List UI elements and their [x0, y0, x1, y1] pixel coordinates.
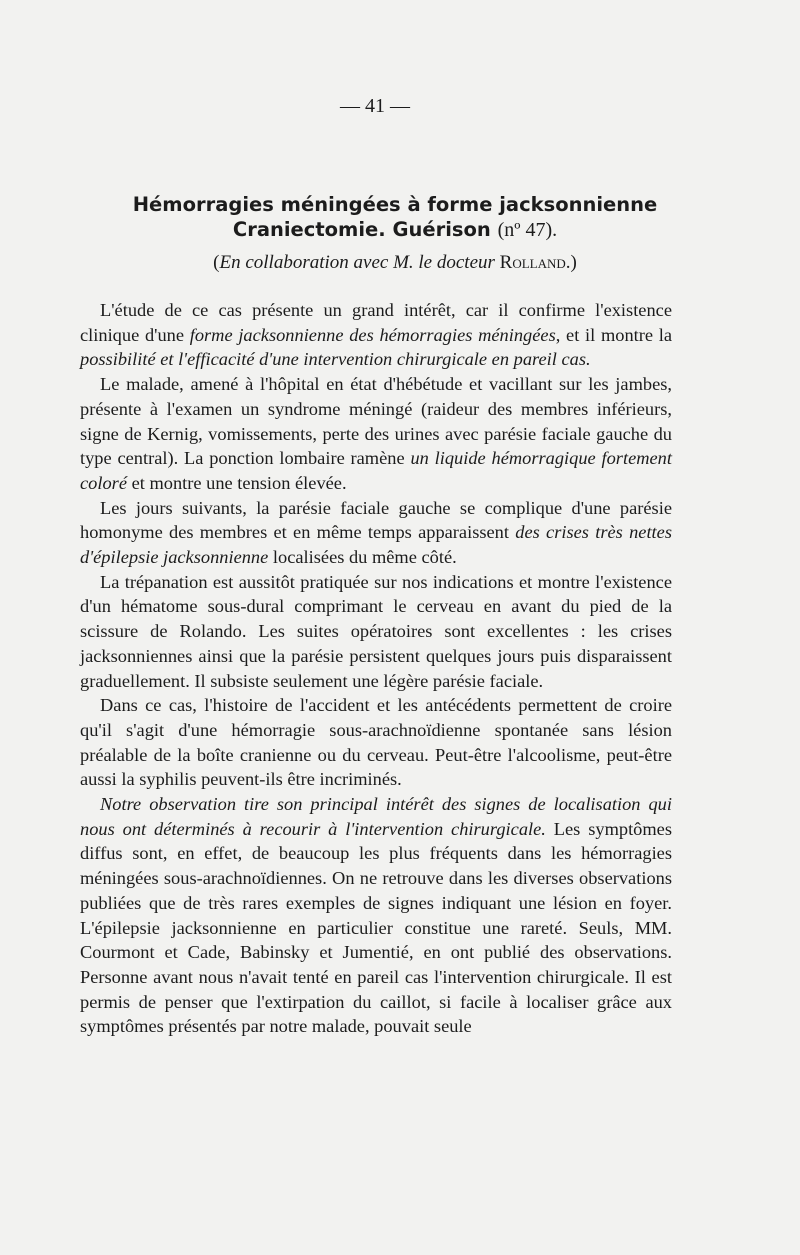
body-text [80, 298, 672, 1039]
article-title-main: Craniectomie. Guérison [232, 218, 491, 241]
paragraph-2 [80, 372, 672, 496]
paragraph-6 [80, 792, 672, 1039]
paragraph-text: La trépanation est aussitôt pratiquée sur nos indications et montre l'existence d'un hématome sous-dural comprimant le cerveau en avant du pied de la scissure de Rolando. Les suites opératoires sont excellentes : les crises jacksonniennes ainsi que la parésie persistent quelques jours puis disparaissent graduellement. Il subsiste seulement une légère parésie faciale. [80, 571, 672, 691]
paragraph-emphasis: Notre observation tire son principal intérêt des signes de localisation qui nous ont déterminés à recourir à l'intervention chirurgicale. [80, 794, 672, 839]
paragraph-3 [80, 496, 672, 570]
paragraph-emphasis: un liquide hémorragique fortement coloré [80, 448, 672, 493]
paragraph-text: Le malade, amené à l'hôpital en état d'hébétude et vacillant sur les jambes, présente à l'examen un syndrome méningé (raideur des membres inférieurs, signe de Kernig, vomissements, perte des urines avec parésie faciale gauche du type central). La ponction lombaire ramène [80, 374, 672, 469]
paragraph-emphasis: des crises très nettes d'épilepsie jacksonnienne [80, 522, 672, 568]
paragraph-5 [80, 693, 672, 792]
paragraph-text: , et il montre la [555, 324, 673, 345]
collaboration-note [75, 252, 715, 274]
paragraph-text: Les symptômes diffus sont, en effet, de beaucoup les plus fréquents dans les hémorragies méningées sous-arachnoïdiennes. On ne retrouve dans les diverses observations publiées que de très rares exemples de signes indiquant une lésion en foyer. L'épilepsie jacksonnienne en particulier constitue une rareté. Seuls, MM. Courmont et Cade, Babinsky et Jumentié, en ont publié des observations. Personne avant nous n'avait tenté en pareil cas l'intervention chirurgicale. Il est permis de penser que l'extirpation du caillot, si facile à localiser grâce aux symptômes présentés par notre malade, pouvait seule [80, 818, 673, 1037]
article-title-line-2 [75, 218, 715, 242]
collab-text: En collaboration avec M. le docteur [219, 252, 495, 273]
paragraph-emphasis: possibilité et l'efficacité d'une intervention chirurgicale en pareil cas. [80, 349, 591, 370]
paragraph-4 [80, 570, 672, 694]
paragraph-text: et montre une tension élevée. [126, 472, 347, 493]
paragraph-text: localisées du même côté. [268, 547, 457, 568]
paragraph-1 [80, 298, 672, 372]
paragraph-text: Les jours suivants, la parésie faciale gauche se complique d'une parésie homonyme des membres et en même temps apparaissent [80, 497, 672, 543]
page-number: — 41 — [340, 95, 410, 117]
paragraph-text: L'étude de ce cas présente un grand intérêt, car il confirme l'existence clinique d'une [80, 300, 672, 345]
article-title-line-1: Hémorragies méningées à forme jacksonnienne [132, 193, 658, 216]
collab-open: ( [213, 252, 220, 273]
article-number: (nº 47). [497, 219, 558, 241]
collab-close: .) [565, 252, 577, 273]
paragraph-text: Dans ce cas, l'histoire de l'accident et les antécédents permettent de croire qu'il s'agit d'une hémorragie sous-arachnoïdienne spontanée sans lésion préalable de la boîte cranienne ou du cerveau. Peut-être l'alcoolisme, peut-être aussi la syphilis peuvent-ils être incriminés. [80, 695, 672, 790]
paragraph-emphasis: forme jacksonnienne des hémorragies méningées [189, 324, 556, 345]
collab-name: Rolland [499, 252, 566, 273]
